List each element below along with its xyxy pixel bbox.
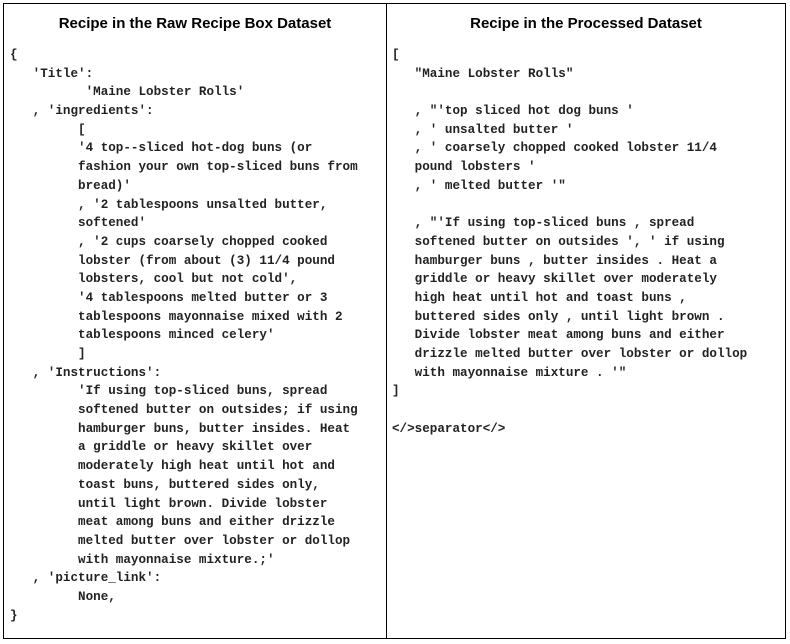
raw-recipe-line: '4 tablespoons melted butter or 3 (10, 290, 328, 305)
processed-recipe-line: , ' coarsely chopped cooked lobster 11/4 (392, 141, 717, 156)
raw-recipe-line: tablespoons mayonnaise mixed with 2 (10, 309, 343, 324)
processed-recipe-line (392, 401, 747, 420)
raw-recipe-line: 'If using top-sliced buns, spread (10, 384, 328, 399)
processed-recipe-code (392, 46, 747, 438)
raw-dataset-header: Recipe in the Raw Recipe Box Dataset (58, 15, 332, 32)
processed-recipe-line (392, 196, 747, 215)
processed-recipe-line: , "'If using top-sliced buns , spread (392, 216, 695, 231)
raw-recipe-line: softened butter on outsides; if using (10, 403, 358, 418)
raw-recipe-line: , '2 cups coarsely chopped cooked (10, 234, 328, 249)
raw-recipe-line: softened' (10, 216, 147, 231)
raw-recipe-line: , 'ingredients': (10, 104, 154, 119)
processed-recipe-line: </>separator</> (392, 421, 506, 436)
raw-recipe-line: bread)' (10, 178, 131, 193)
raw-recipe-line: '4 top--sliced hot-dog buns (or (10, 141, 313, 156)
raw-recipe-line: meat among buns and either drizzle (10, 515, 335, 530)
raw-recipe-line: { (10, 48, 18, 62)
raw-recipe-line: , '2 tablespoons unsalted butter, (10, 197, 328, 212)
raw-recipe-line: toast buns, buttered sides only, (10, 477, 320, 492)
raw-recipe-line: None, (10, 589, 116, 604)
raw-recipe-line: melted butter over lobster or dollop (10, 533, 351, 548)
processed-recipe-line: , ' melted butter '" (392, 178, 566, 193)
processed-recipe-line: griddle or heavy skillet over moderately (392, 272, 717, 287)
raw-recipe-line: lobsters, cool but not cold', (10, 272, 298, 287)
raw-recipe-line: [ (10, 122, 86, 137)
processed-recipe-line: softened butter on outsides ', ' if using (392, 234, 725, 249)
raw-recipe-line: 'Maine Lobster Rolls' (10, 85, 245, 100)
raw-recipe-line: } (10, 608, 18, 623)
raw-recipe-line: fashion your own top-sliced buns from (10, 160, 358, 175)
processed-recipe-line: Divide lobster meat among buns and either (392, 328, 725, 343)
processed-recipe-line (392, 83, 747, 102)
processed-recipe-line: ] (392, 384, 400, 399)
raw-recipe-line: a griddle or heavy skillet over (10, 440, 313, 455)
raw-recipe-line: 'Title': (10, 66, 94, 81)
raw-recipe-line: lobster (from about (3) 11/4 pound (10, 253, 335, 268)
raw-recipe-line: tablespoons minced celery' (10, 328, 275, 343)
processed-recipe-line: hamburger buns , butter insides . Heat a (392, 253, 717, 268)
processed-recipe-line: drizzle melted butter over lobster or dollop (392, 347, 748, 361)
processed-recipe-line: "Maine Lobster Rolls" (392, 66, 574, 81)
column-divider (386, 4, 387, 638)
raw-recipe-line: moderately high heat until hot and (10, 459, 335, 474)
processed-recipe-line: high heat until hot and toast buns , (392, 290, 687, 305)
processed-recipe-line: , "'top sliced hot dog buns ' (392, 104, 634, 119)
raw-recipe-line: hamburger buns, butter insides. Heat (10, 421, 351, 436)
raw-recipe-code (10, 46, 358, 625)
processed-recipe-line: , ' unsalted butter ' (392, 122, 574, 137)
raw-recipe-line: until light brown. Divide lobster (10, 496, 328, 511)
raw-recipe-line: , 'picture_link': (10, 571, 162, 586)
processed-dataset-header: Recipe in the Processed Dataset (470, 15, 702, 32)
processed-recipe-line: buttered sides only , until light brown . (392, 309, 725, 324)
raw-recipe-line: , 'Instructions': (10, 365, 162, 380)
raw-recipe-line: ] (10, 347, 86, 361)
processed-recipe-line: with mayonnaise mixture . '" (392, 365, 627, 380)
raw-recipe-line: with mayonnaise mixture.;' (10, 552, 275, 567)
processed-recipe-line: pound lobsters ' (392, 160, 536, 175)
processed-recipe-line: [ (392, 48, 400, 62)
